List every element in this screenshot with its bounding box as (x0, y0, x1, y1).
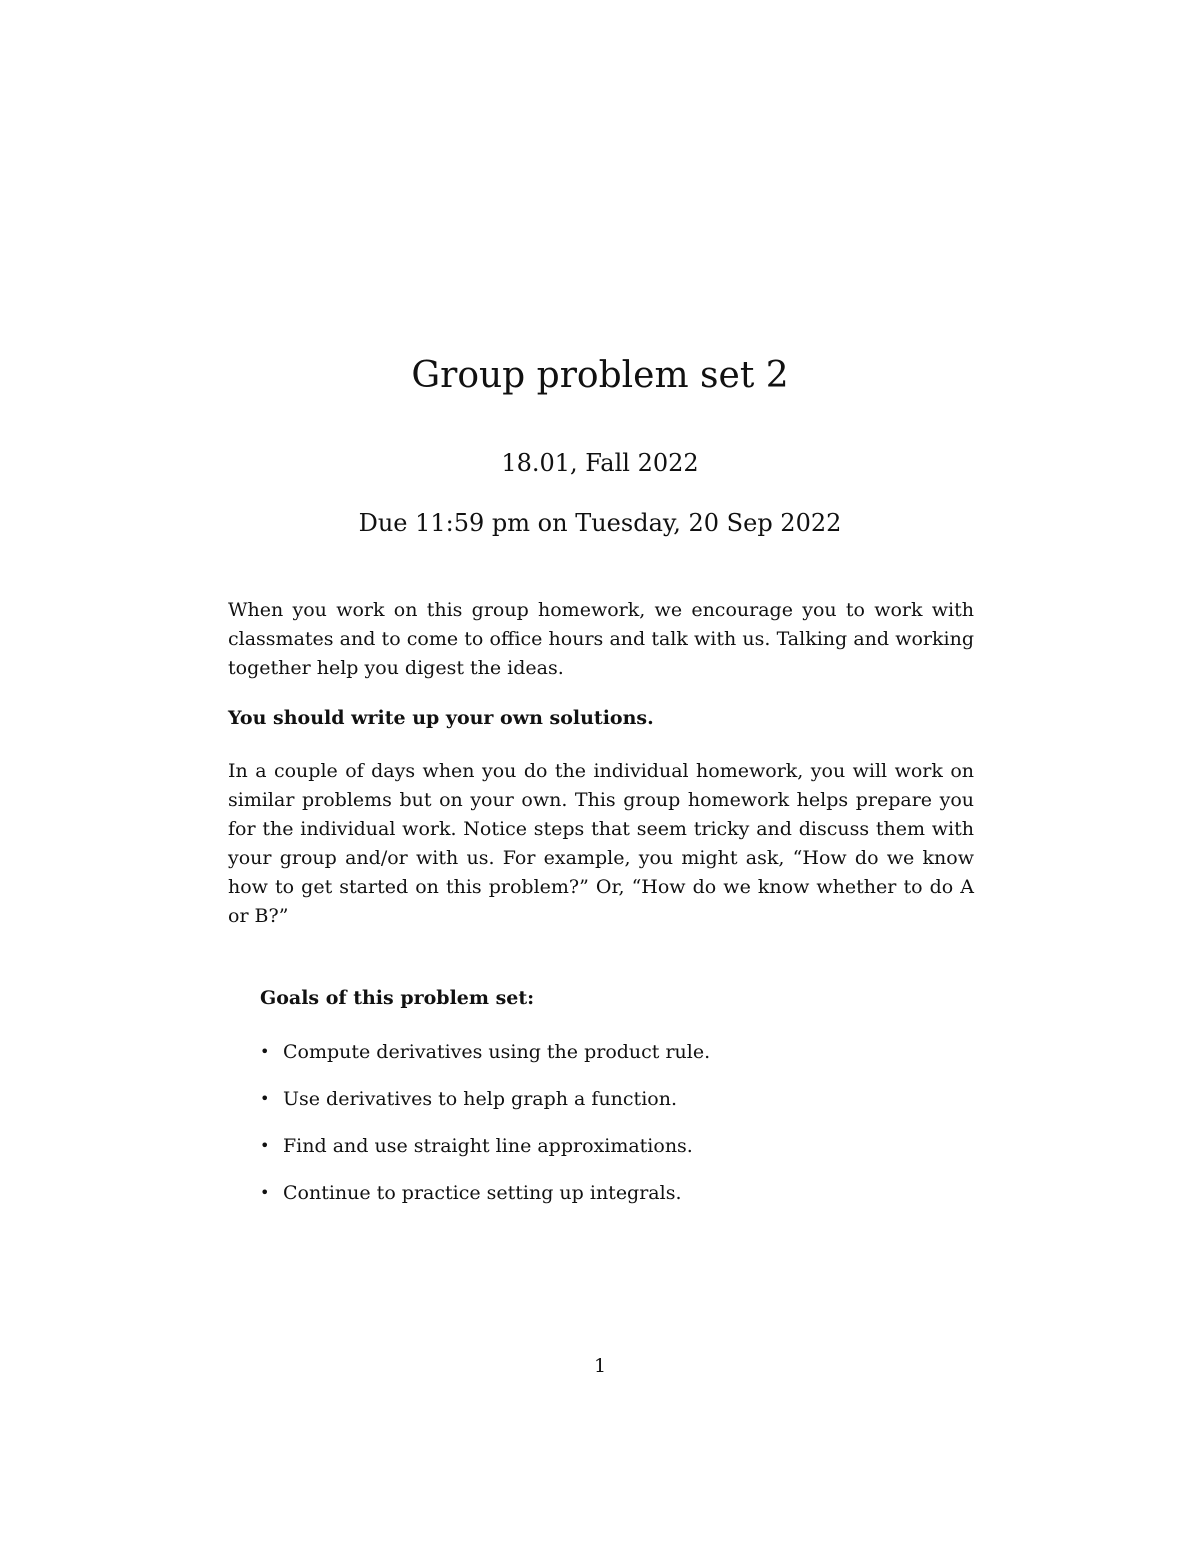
list-item (260, 1036, 960, 1083)
list-item (260, 1130, 960, 1177)
goal-text: Use derivatives to help graph a function. (283, 1088, 677, 1110)
goal-text: Continue to practice setting up integrals. (283, 1182, 682, 1204)
bullet-icon: • (260, 1089, 270, 1108)
list-item (260, 1083, 960, 1130)
goal-text: Compute derivatives using the product rule. (283, 1041, 711, 1063)
intro-paragraph: When you work on this group homework, we encourage you to work with classmates and to come to office hours and talk with us. Talking and working together help you digest the ideas. (228, 599, 974, 679)
prep-paragraph: In a couple of days when you do the individual homework, you will work on similar problems but on your own. This group homework helps prepare you for the individual work. Notice steps that seem tricky and discuss them with your group and/or with us. For example, you might ask, “How do we know how to get started on this problem?” Or, “How do we know whether to do A or B?” (228, 760, 974, 927)
document-title: Group problem set 2 (411, 355, 789, 396)
bullet-icon: • (260, 1136, 270, 1155)
goals-heading: Goals of this problem set: (260, 987, 535, 1009)
course-label: 18.01, Fall 2022 (501, 449, 699, 477)
list-item (260, 1177, 960, 1224)
page-number: 1 (593, 1355, 607, 1377)
goals-list (260, 1036, 960, 1224)
own-solutions-note: You should write up your own solutions. (228, 707, 654, 729)
bullet-icon: • (260, 1042, 270, 1061)
due-date: Due 11:59 pm on Tuesday, 20 Sep 2022 (358, 509, 842, 537)
goal-text: Find and use straight line approximations. (283, 1135, 693, 1157)
bullet-icon: • (260, 1183, 270, 1202)
